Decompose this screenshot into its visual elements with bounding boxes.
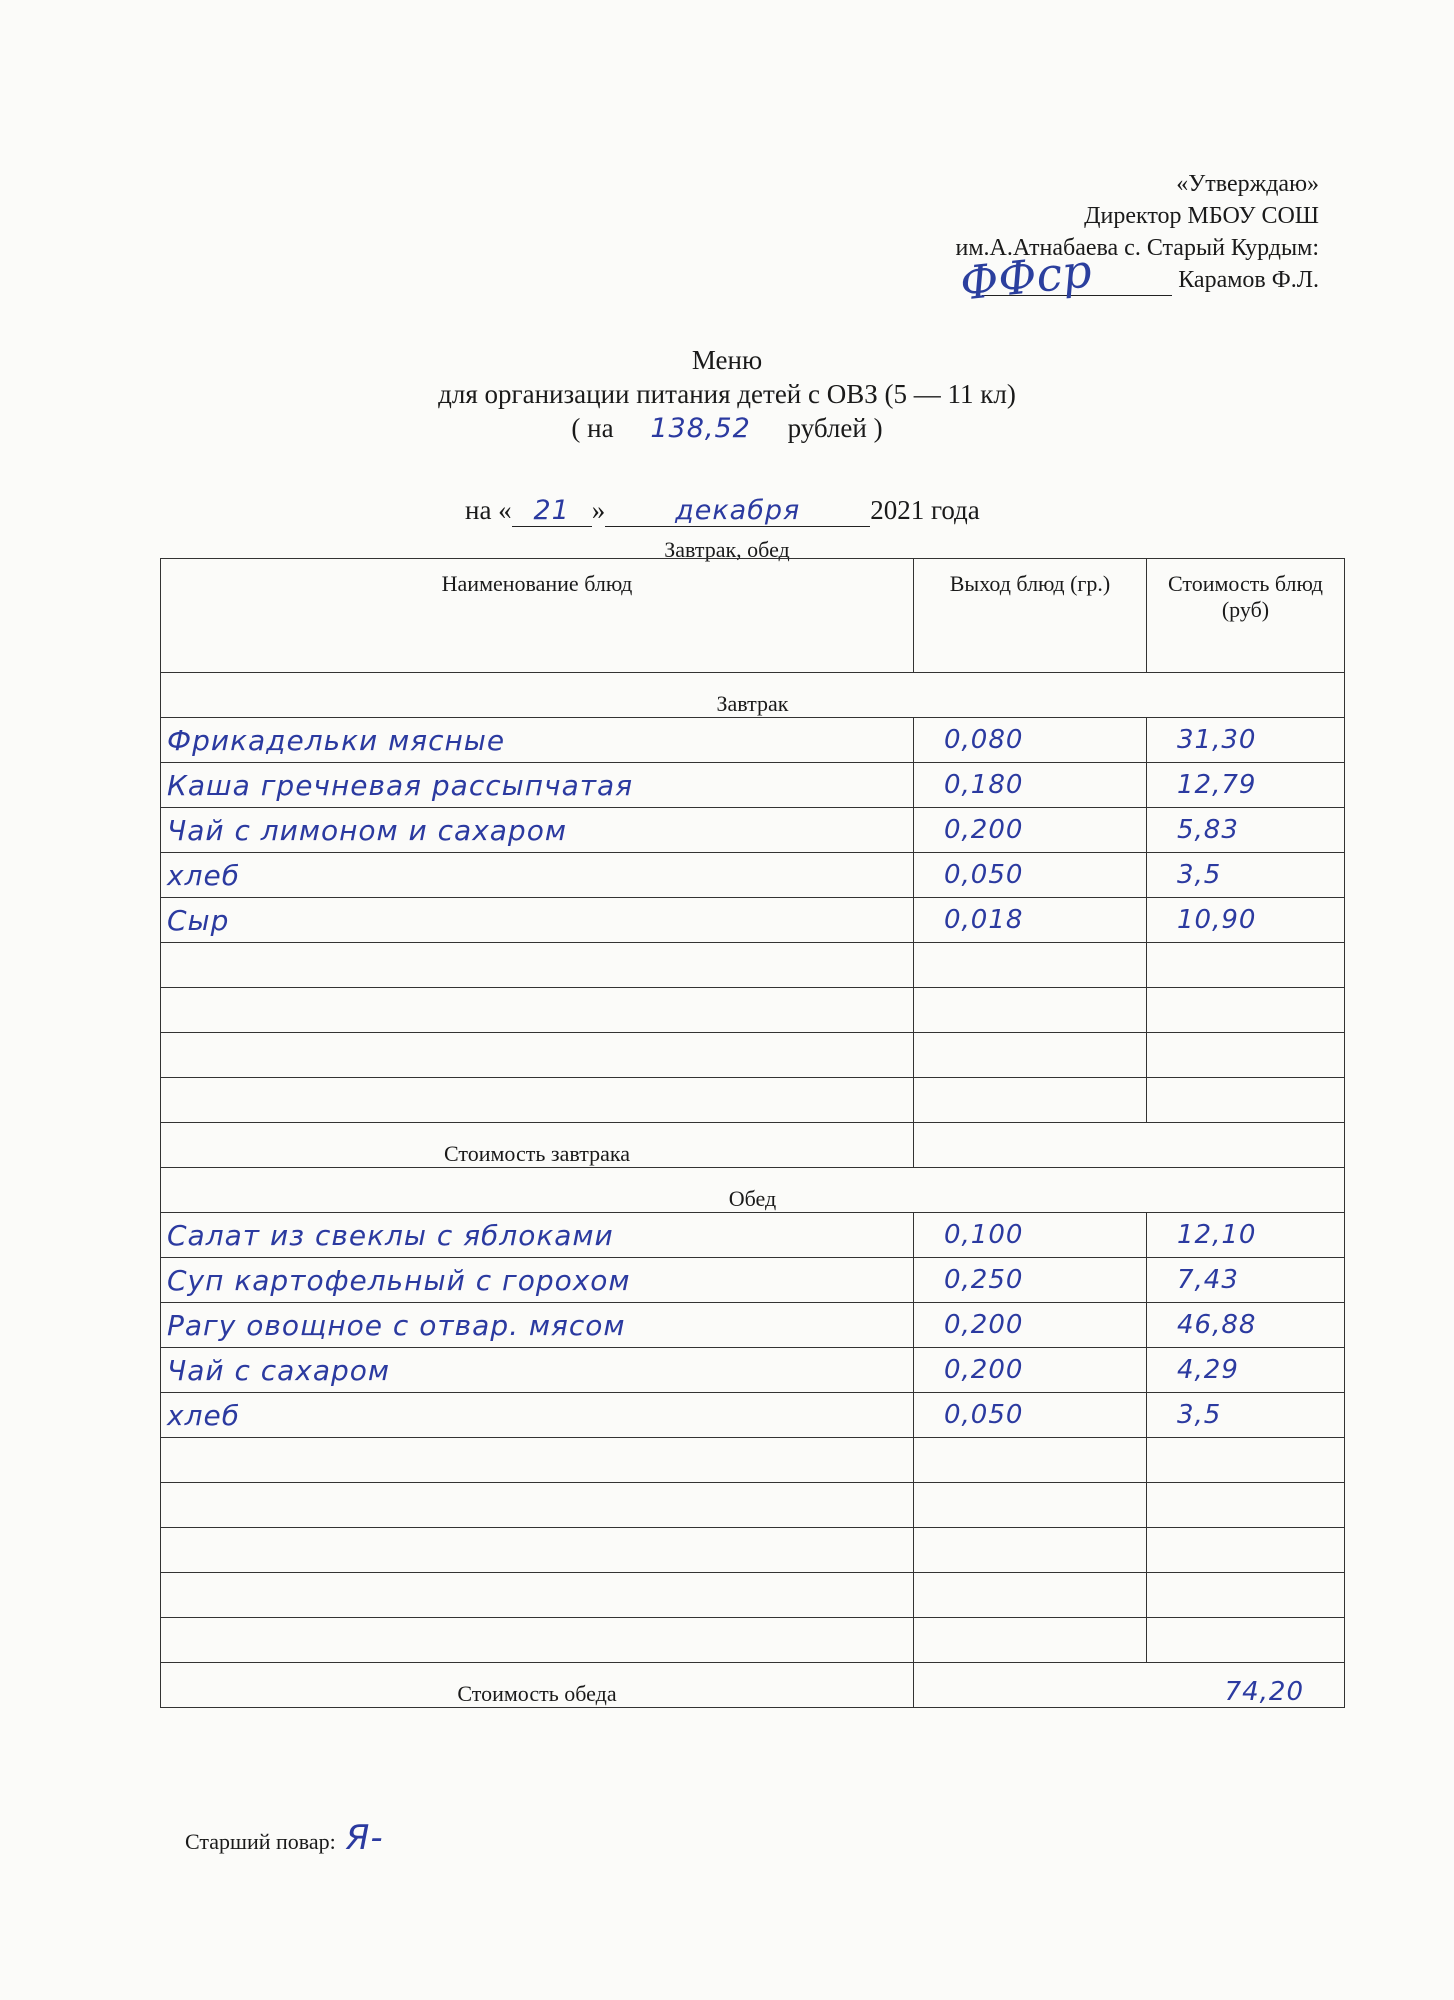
dish-name: Чай с лимоном и сахаром — [161, 808, 914, 853]
empty-cell — [161, 988, 914, 1033]
dish-name: Салат из свеклы с яблоками — [161, 1213, 914, 1258]
empty-cell — [161, 1438, 914, 1483]
dish-output: 0,050 — [914, 1393, 1147, 1438]
empty-cell — [914, 1483, 1147, 1528]
cook-line — [185, 1818, 384, 1858]
lunch-title: Обед — [161, 1168, 1345, 1213]
empty-cell — [161, 943, 914, 988]
dish-output: 0,200 — [914, 1303, 1147, 1348]
date-year: 2021 года — [870, 495, 980, 525]
empty-cell — [914, 988, 1147, 1033]
director-name: Карамов Ф.Л. — [1178, 267, 1319, 293]
breakfast-rows — [161, 718, 1345, 1123]
empty-cell — [161, 1483, 914, 1528]
approval-position: Директор МБОУ СОШ — [1084, 203, 1319, 229]
table-row — [161, 808, 1345, 853]
price-value: 138,52 — [650, 413, 751, 444]
lunch-total-value: 74,20 — [914, 1663, 1345, 1708]
cook-label: Старший повар: — [185, 1829, 336, 1854]
price-prefix: ( на — [571, 413, 614, 443]
dish-output: 0,080 — [914, 718, 1147, 763]
dish-name: Рагу овощное с отвар. мясом — [161, 1303, 914, 1348]
empty-cell — [161, 1033, 914, 1078]
empty-cell — [1147, 1078, 1345, 1123]
lunch-rows — [161, 1213, 1345, 1663]
table-row — [161, 853, 1345, 898]
approval-title: «Утверждаю» — [1176, 171, 1319, 197]
table-row — [161, 718, 1345, 763]
dish-name: Каша гречневая рассыпчатая — [161, 763, 914, 808]
empty-cell — [1147, 988, 1345, 1033]
empty-cell — [1147, 1483, 1345, 1528]
dish-output: 0,200 — [914, 1348, 1147, 1393]
dish-cost: 12,10 — [1147, 1213, 1345, 1258]
date-line — [465, 495, 980, 527]
lunch-section — [161, 1168, 1345, 1213]
empty-cell — [1147, 1573, 1345, 1618]
dish-output: 0,018 — [914, 898, 1147, 943]
title-purpose: для организации питания детей с ОВЗ (5 — 11 кл) — [438, 379, 1016, 409]
empty-row — [161, 1078, 1345, 1123]
price-suffix: рублей ) — [787, 413, 883, 443]
lunch-total-row — [161, 1663, 1345, 1708]
table-row — [161, 763, 1345, 808]
dish-name: Сыр — [161, 898, 914, 943]
dish-cost: 12,79 — [1147, 763, 1345, 808]
empty-cell — [914, 1528, 1147, 1573]
table-row — [161, 1348, 1345, 1393]
empty-cell — [161, 1573, 914, 1618]
header-name: Наименование блюд — [161, 559, 914, 673]
empty-row — [161, 988, 1345, 1033]
table-row — [161, 898, 1345, 943]
meal-subtitle: Завтрак, обед — [664, 537, 790, 562]
empty-cell — [1147, 1618, 1345, 1663]
empty-cell — [914, 1618, 1147, 1663]
dish-name: Чай с сахаром — [161, 1348, 914, 1393]
table-row — [161, 1303, 1345, 1348]
dish-output: 0,200 — [914, 808, 1147, 853]
table-row — [161, 1258, 1345, 1303]
empty-cell — [914, 943, 1147, 988]
breakfast-total-label: Стоимость завтрака — [161, 1123, 914, 1168]
empty-row — [161, 1618, 1345, 1663]
empty-cell — [1147, 1438, 1345, 1483]
dish-name: Фрикадельки мясные — [161, 718, 914, 763]
empty-cell — [161, 1078, 914, 1123]
table-row — [161, 1213, 1345, 1258]
empty-cell — [1147, 943, 1345, 988]
date-day: 21 — [512, 495, 592, 527]
dish-cost: 31,30 — [1147, 718, 1345, 763]
dish-cost: 46,88 — [1147, 1303, 1345, 1348]
breakfast-title: Завтрак — [161, 673, 1345, 718]
header-cost: Стоимость блюд (руб) — [1147, 559, 1345, 673]
dish-name: Суп картофельный с горохом — [161, 1258, 914, 1303]
empty-cell — [1147, 1033, 1345, 1078]
empty-cell — [914, 1438, 1147, 1483]
breakfast-total-value — [914, 1123, 1345, 1168]
empty-cell — [914, 1033, 1147, 1078]
empty-cell — [161, 1618, 914, 1663]
empty-row — [161, 1483, 1345, 1528]
director-signature: ФФср — [957, 243, 1095, 311]
empty-cell — [914, 1573, 1147, 1618]
dish-cost: 3,5 — [1147, 853, 1345, 898]
title-price-line — [0, 411, 1454, 446]
empty-cell — [1147, 1528, 1345, 1573]
title-menu: Меню — [691, 345, 763, 375]
menu-table — [160, 558, 1345, 1708]
lunch-total-label: Стоимость обеда — [161, 1663, 914, 1708]
dish-output: 0,250 — [914, 1258, 1147, 1303]
empty-row — [161, 943, 1345, 988]
empty-row — [161, 1528, 1345, 1573]
dish-name: хлеб — [161, 853, 914, 898]
header-output: Выход блюд (гр.) — [914, 559, 1147, 673]
empty-row — [161, 1438, 1345, 1483]
dish-cost: 10,90 — [1147, 898, 1345, 943]
document-title — [0, 343, 1454, 446]
date-mid: » — [591, 495, 606, 525]
table-header-row — [161, 559, 1345, 673]
date-month: декабря — [605, 495, 870, 527]
table-row — [161, 1393, 1345, 1438]
dish-cost: 4,29 — [1147, 1348, 1345, 1393]
dish-name: хлеб — [161, 1393, 914, 1438]
empty-cell — [161, 1528, 914, 1573]
dish-output: 0,050 — [914, 853, 1147, 898]
date-prefix: на « — [465, 495, 512, 525]
cook-signature: Я- — [345, 1818, 384, 1858]
dish-cost: 3,5 — [1147, 1393, 1345, 1438]
approval-school: им.А.Атнабаева с. Старый Курдым: — [955, 235, 1319, 261]
empty-cell — [914, 1078, 1147, 1123]
empty-row — [161, 1033, 1345, 1078]
breakfast-total-row — [161, 1123, 1345, 1168]
dish-output: 0,180 — [914, 763, 1147, 808]
dish-cost: 5,83 — [1147, 808, 1345, 853]
breakfast-section — [161, 673, 1345, 718]
dish-cost: 7,43 — [1147, 1258, 1345, 1303]
dish-output: 0,100 — [914, 1213, 1147, 1258]
empty-row — [161, 1573, 1345, 1618]
